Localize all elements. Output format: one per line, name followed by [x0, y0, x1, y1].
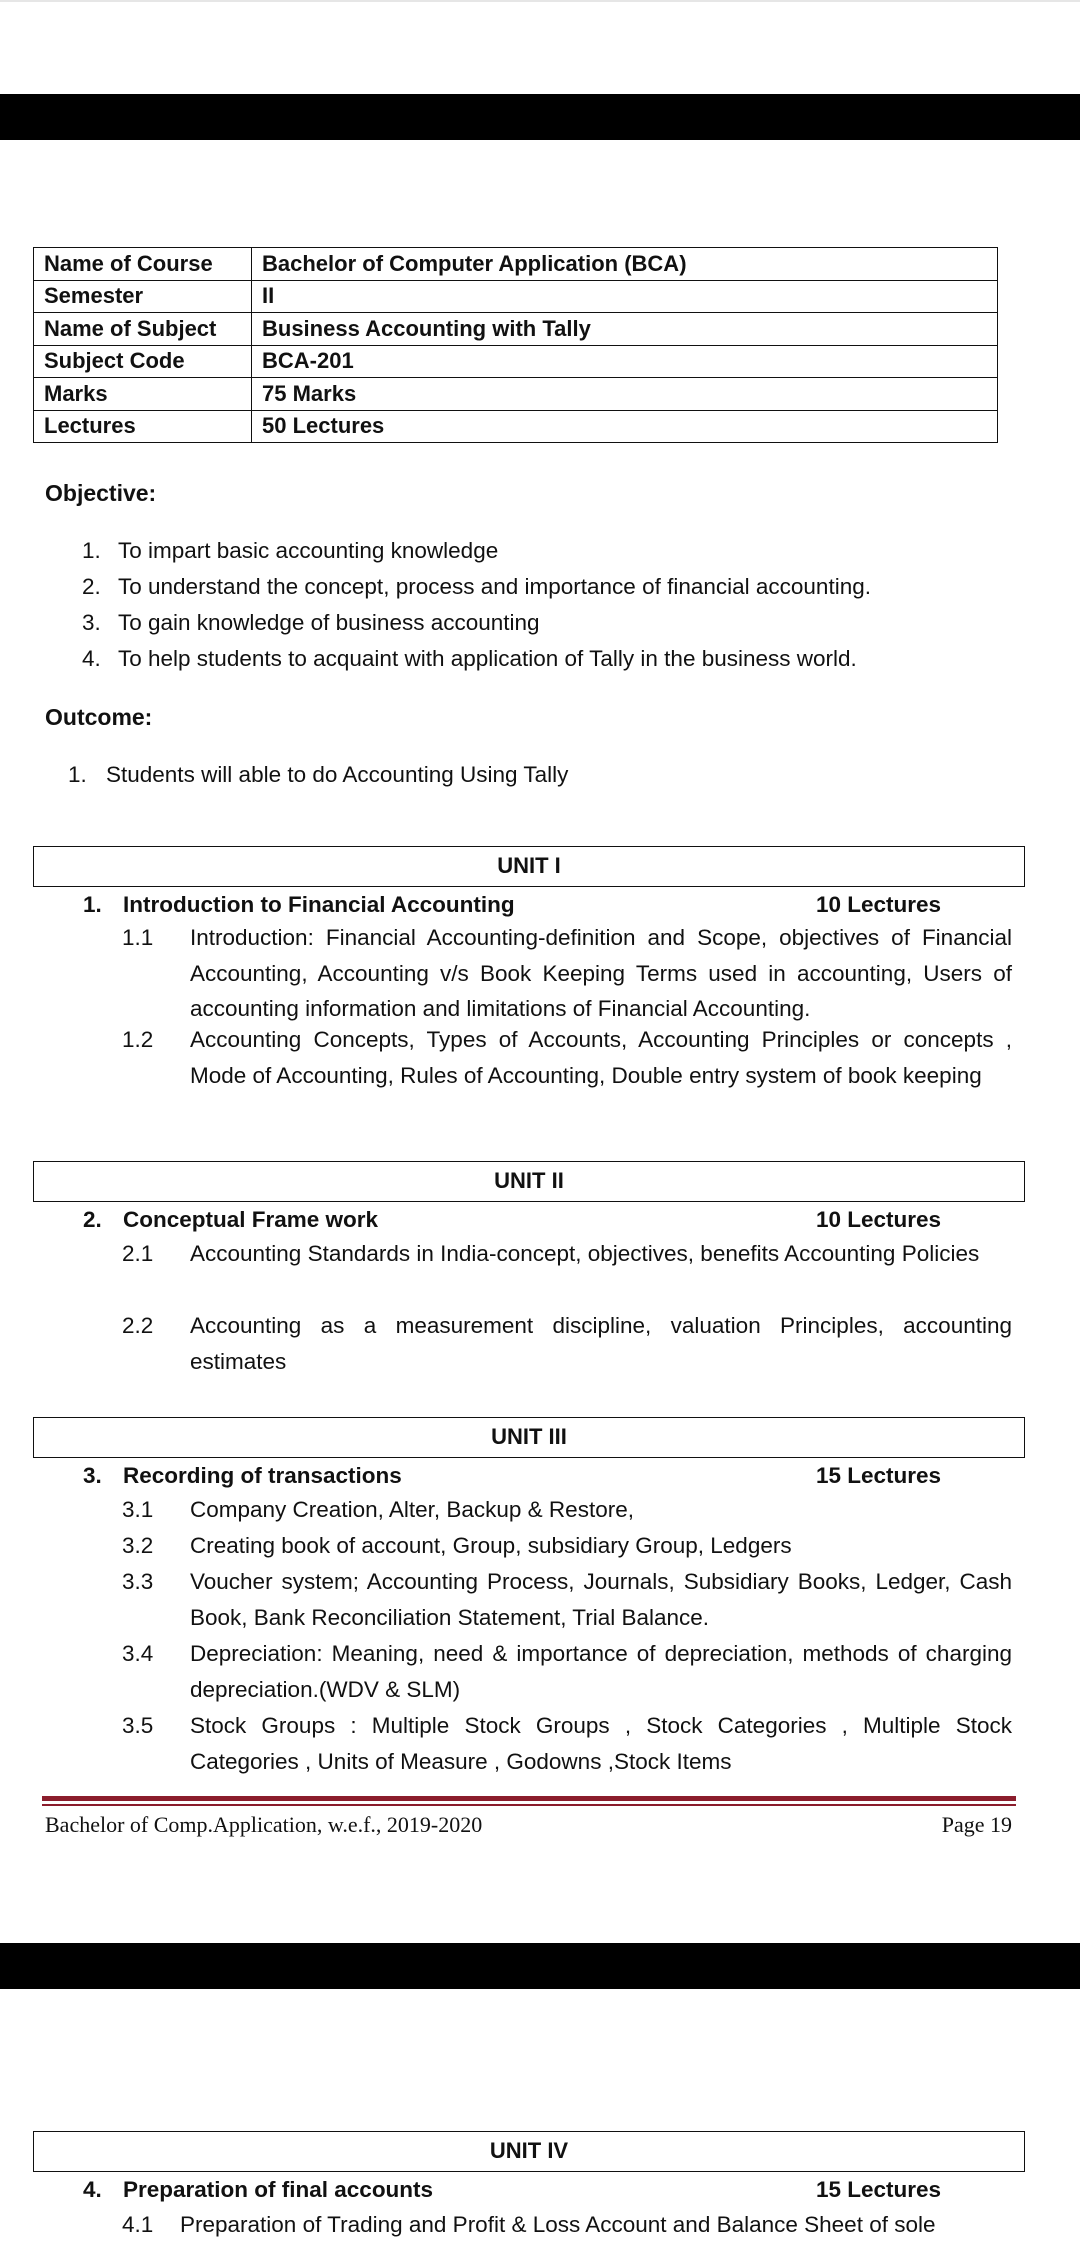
sub-topic-number: 3.5	[122, 1713, 154, 1738]
sub-topic	[122, 1236, 1012, 1272]
sub-topic-number: 4.1	[122, 2212, 154, 2237]
chapter-title: Conceptual Frame work	[123, 1207, 379, 1232]
table-value: 50 Lectures	[252, 410, 998, 443]
chapter-lectures: 15 Lectures	[816, 2177, 942, 2202]
sub-topic-text: Accounting Concepts, Types of Accounts, Accounting Principles or concepts , Mode of Accounting, Rules of Accounting, Double entry system of book keeping	[190, 1027, 1012, 1088]
list-number: 3.	[82, 610, 101, 635]
sub-topic	[122, 2207, 1022, 2243]
sub-topic-number: 1.1	[122, 925, 154, 950]
sub-topic-text: Introduction: Financial Accounting-definition and Scope, objectives of Financial Accounting, Accounting v/s Book Keeping Terms used in accounting, Users of accounting information and limitations of Financial Accounting.	[190, 925, 1012, 1021]
sub-topic	[122, 1022, 1012, 1093]
chapter-heading	[83, 2173, 943, 2207]
table-value: BCA-201	[252, 345, 998, 378]
list-item	[68, 757, 1028, 793]
table-value: Business Accounting with Tally	[252, 313, 998, 346]
sub-topic-text: Voucher system; Accounting Process, Journals, Subsidiary Books, Ledger, Cash Book, Bank Reconciliation Statement, Trial Balance.	[190, 1569, 1012, 1630]
sub-topic	[122, 1564, 1012, 1635]
sub-topic	[122, 1308, 1012, 1379]
table-label: Marks	[34, 378, 252, 411]
table-label: Name of Subject	[34, 313, 252, 346]
sub-topic-text: Accounting Standards in India-concept, objectives, benefits Accounting Policies	[190, 1241, 980, 1266]
top-edge	[0, 0, 1080, 2]
chapter-heading	[83, 1203, 943, 1237]
chapter-title: Recording of transactions	[123, 1463, 402, 1488]
sub-topic-number: 3.4	[122, 1641, 154, 1666]
chapter-title: Preparation of final accounts	[123, 2177, 434, 2202]
unit-title-box: UNIT I	[33, 846, 1025, 887]
outcome-heading: Outcome:	[45, 704, 153, 730]
unit-title-box: UNIT IV	[33, 2131, 1025, 2172]
chapter-lectures: 15 Lectures	[816, 1463, 942, 1488]
unit-title-box: UNIT II	[33, 1161, 1025, 1202]
table-row	[34, 248, 998, 281]
sub-topic-number: 3.3	[122, 1569, 154, 1594]
sub-topic	[122, 1708, 1012, 1779]
list-item	[82, 605, 1042, 641]
chapter-number: 3.	[83, 1463, 102, 1488]
outcome-list	[68, 757, 1028, 793]
sub-topic-number: 2.1	[122, 1241, 154, 1266]
footer-rule-thin	[42, 1804, 1016, 1806]
table-row	[34, 313, 998, 346]
footer-left-text: Bachelor of Comp.Application, w.e.f., 2019-2020	[45, 1812, 483, 1837]
unit-title-box: UNIT III	[33, 1417, 1025, 1458]
chapter-heading	[83, 888, 943, 922]
chapter-title: Introduction to Financial Accounting	[123, 892, 515, 917]
course-info-table	[33, 247, 998, 443]
list-item	[82, 569, 1042, 605]
list-number: 1.	[82, 538, 101, 563]
list-text: To help students to acquaint with application of Tally in the business world.	[118, 646, 857, 671]
list-text: To gain knowledge of business accounting	[118, 610, 540, 635]
page-break-bar-top	[0, 94, 1080, 140]
table-row	[34, 378, 998, 411]
sub-topic-text: Preparation of Trading and Profit & Loss Account and Balance Sheet of sole	[180, 2212, 936, 2237]
page-break-bar-bottom	[0, 1943, 1080, 1989]
table-label: Semester	[34, 280, 252, 313]
sub-topic-text: Accounting as a measurement discipline, valuation Principles, accounting estimates	[190, 1313, 1012, 1374]
table-row	[34, 410, 998, 443]
sub-topic	[122, 1492, 1012, 1528]
chapter-heading	[83, 1459, 943, 1493]
sub-topic-number: 3.1	[122, 1497, 154, 1522]
table-label: Name of Course	[34, 248, 252, 281]
list-text: Students will able to do Accounting Using Tally	[106, 762, 569, 787]
table-value: Bachelor of Computer Application (BCA)	[252, 248, 998, 281]
table-value: II	[252, 280, 998, 313]
table-row	[34, 345, 998, 378]
objective-heading: Objective:	[45, 480, 157, 506]
table-value: 75 Marks	[252, 378, 998, 411]
table-label: Subject Code	[34, 345, 252, 378]
list-item	[82, 641, 1042, 677]
list-number: 1.	[68, 762, 87, 787]
sub-topic-text: Creating book of account, Group, subsidiary Group, Ledgers	[190, 1533, 792, 1558]
sub-topic-number: 3.2	[122, 1533, 154, 1558]
chapter-number: 1.	[83, 892, 102, 917]
footer-rule-thick	[42, 1796, 1016, 1801]
chapter-number: 4.	[83, 2177, 102, 2202]
footer-page-number: Page 19	[941, 1812, 1012, 1837]
sub-topic-text: Stock Groups : Multiple Stock Groups , Stock Categories , Multiple Stock Categories , Units of Measure , Godowns ,Stock Items	[190, 1713, 1012, 1774]
chapter-lectures: 10 Lectures	[816, 892, 942, 917]
list-text: To impart basic accounting knowledge	[118, 538, 499, 563]
sub-topic-number: 1.2	[122, 1027, 154, 1052]
table-row	[34, 280, 998, 313]
sub-topic-text: Company Creation, Alter, Backup & Restore,	[190, 1497, 634, 1522]
list-text: To understand the concept, process and importance of financial accounting.	[118, 574, 871, 599]
sub-topic	[122, 920, 1012, 1027]
sub-topic-number: 2.2	[122, 1313, 154, 1338]
list-number: 2.	[82, 574, 101, 599]
table-label: Lectures	[34, 410, 252, 443]
list-number: 4.	[82, 646, 101, 671]
chapter-number: 2.	[83, 1207, 102, 1232]
sub-topic	[122, 1528, 1012, 1564]
chapter-lectures: 10 Lectures	[816, 1207, 942, 1232]
list-item	[82, 533, 1042, 569]
sub-topic	[122, 1636, 1012, 1707]
objective-list	[82, 533, 1042, 677]
sub-topic-text: Depreciation: Meaning, need & importance of depreciation, methods of charging depreciation.(WDV & SLM)	[190, 1641, 1012, 1702]
